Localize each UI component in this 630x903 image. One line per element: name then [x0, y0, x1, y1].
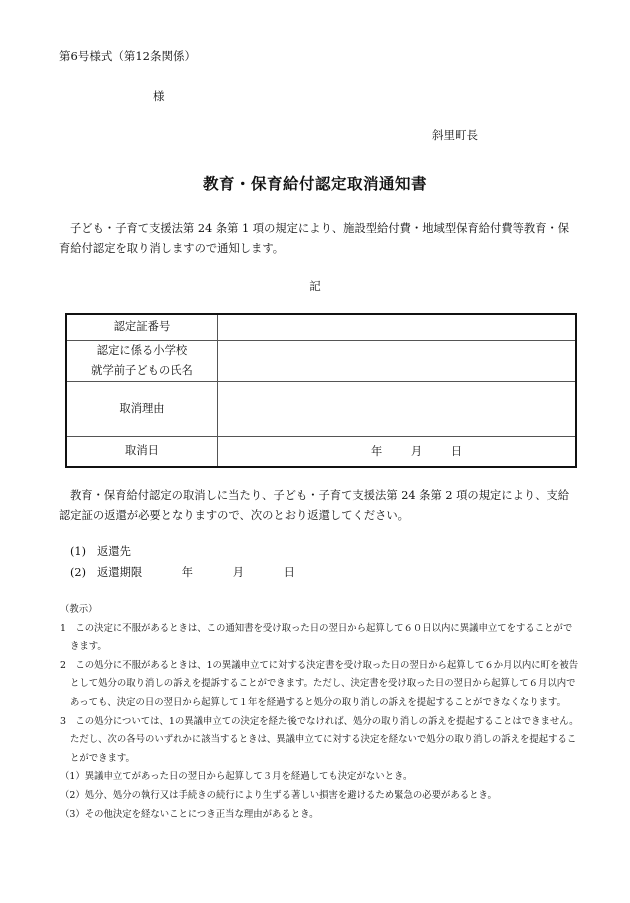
date-year: 年	[370, 445, 383, 459]
form-number: 第6号様式（第12条関係）	[59, 49, 196, 63]
instruction-sub-2: （2）処分、処分の執行又は手続きの続行により生ずる著しい損害を避けるため緊急の必要があるとき。	[60, 789, 497, 801]
instructions-section	[60, 601, 580, 824]
row-label-child-name	[66, 340, 218, 381]
instruction-sub-1: （1）異議申立てがあった日の翌日から起算して３月を経過しても決定がないとき。	[60, 771, 413, 783]
return-paragraph: 教育・保育給付認定の取消しに当たり、子ども・子育て支援法第 24 条第 2 項の規定により、支給認定証の返還が必要となりますので、次のとおり返還してください。	[59, 489, 570, 522]
date-day: 日	[450, 445, 463, 459]
child-name-label-line2: 就学前子どもの氏名	[91, 363, 193, 377]
return-item-1-label: 返還先	[97, 545, 131, 558]
cert-number-cell	[218, 314, 577, 340]
sender: 斜里町長	[432, 128, 478, 142]
child-name-cell	[218, 340, 577, 381]
return-item-2-number: (2)	[70, 566, 87, 579]
row-label-cancel-date: 取消日	[66, 436, 218, 467]
reason-cell	[218, 381, 577, 436]
instruction-item-3: 3 この処分については、1の異議申立ての決定を経た後でなければ、処分の取り消しの訴えを提起することはできません。ただし、次の各号のいずれかに該当するときは、異議申立てに対する決定を経ないで処分の取り消しの訴えを提起することができます。	[60, 715, 579, 764]
table-row	[66, 314, 576, 340]
instructions-heading: （教示）	[60, 604, 98, 615]
table-row	[66, 340, 576, 381]
addressee-suffix: 様	[153, 89, 165, 103]
return-item-1	[70, 543, 131, 559]
table-row	[66, 381, 576, 436]
instruction-sub-3: （3）その他決定を経ないことにつき正当な理由があるとき。	[60, 808, 319, 820]
table-row	[66, 436, 576, 467]
intro-paragraph: 子ども・子育て支援法第 24 条第 1 項の規定により、施設型給付費・地域型保育給付費等教育・保育給付認定を取り消しますので通知します。	[59, 222, 570, 255]
deadline-day: 日	[283, 566, 295, 579]
ki-label: 記	[309, 279, 321, 293]
return-item-1-number: (1)	[70, 545, 87, 558]
deadline-year: 年	[181, 566, 194, 579]
certificate-table	[65, 313, 577, 468]
row-label-cert-number: 認定証番号	[66, 314, 218, 340]
instruction-item-2: 2 この処分に不服があるときは、1の異議申立てに対する決定書を受け取った日の翌日から起算して６か月以内に町を被告として処分の取り消しの訴えを提訴することができます。ただし、決定書を受け取った日の翌日から起算して６月以内であっても、決定の日の翌日から起算して１年を経過すると処分の取り消しの訴えを提起することができなくなります。	[60, 659, 579, 708]
instruction-item-1: 1 この決定に不服があるときは、この通知書を受け取った日の翌日から起算して６０日以内に異議申立てをすることができます。	[60, 622, 573, 653]
child-name-label-line1: 認定に係る小学校	[96, 343, 188, 357]
date-month: 月	[410, 445, 423, 459]
deadline-month: 月	[232, 566, 245, 579]
return-item-2-label: 返還期限	[97, 566, 143, 579]
cancel-date-cell	[218, 436, 577, 467]
return-item-2	[70, 564, 295, 580]
row-label-reason: 取消理由	[66, 381, 218, 436]
document-title: 教育・保育給付認定取消通知書	[202, 174, 427, 193]
